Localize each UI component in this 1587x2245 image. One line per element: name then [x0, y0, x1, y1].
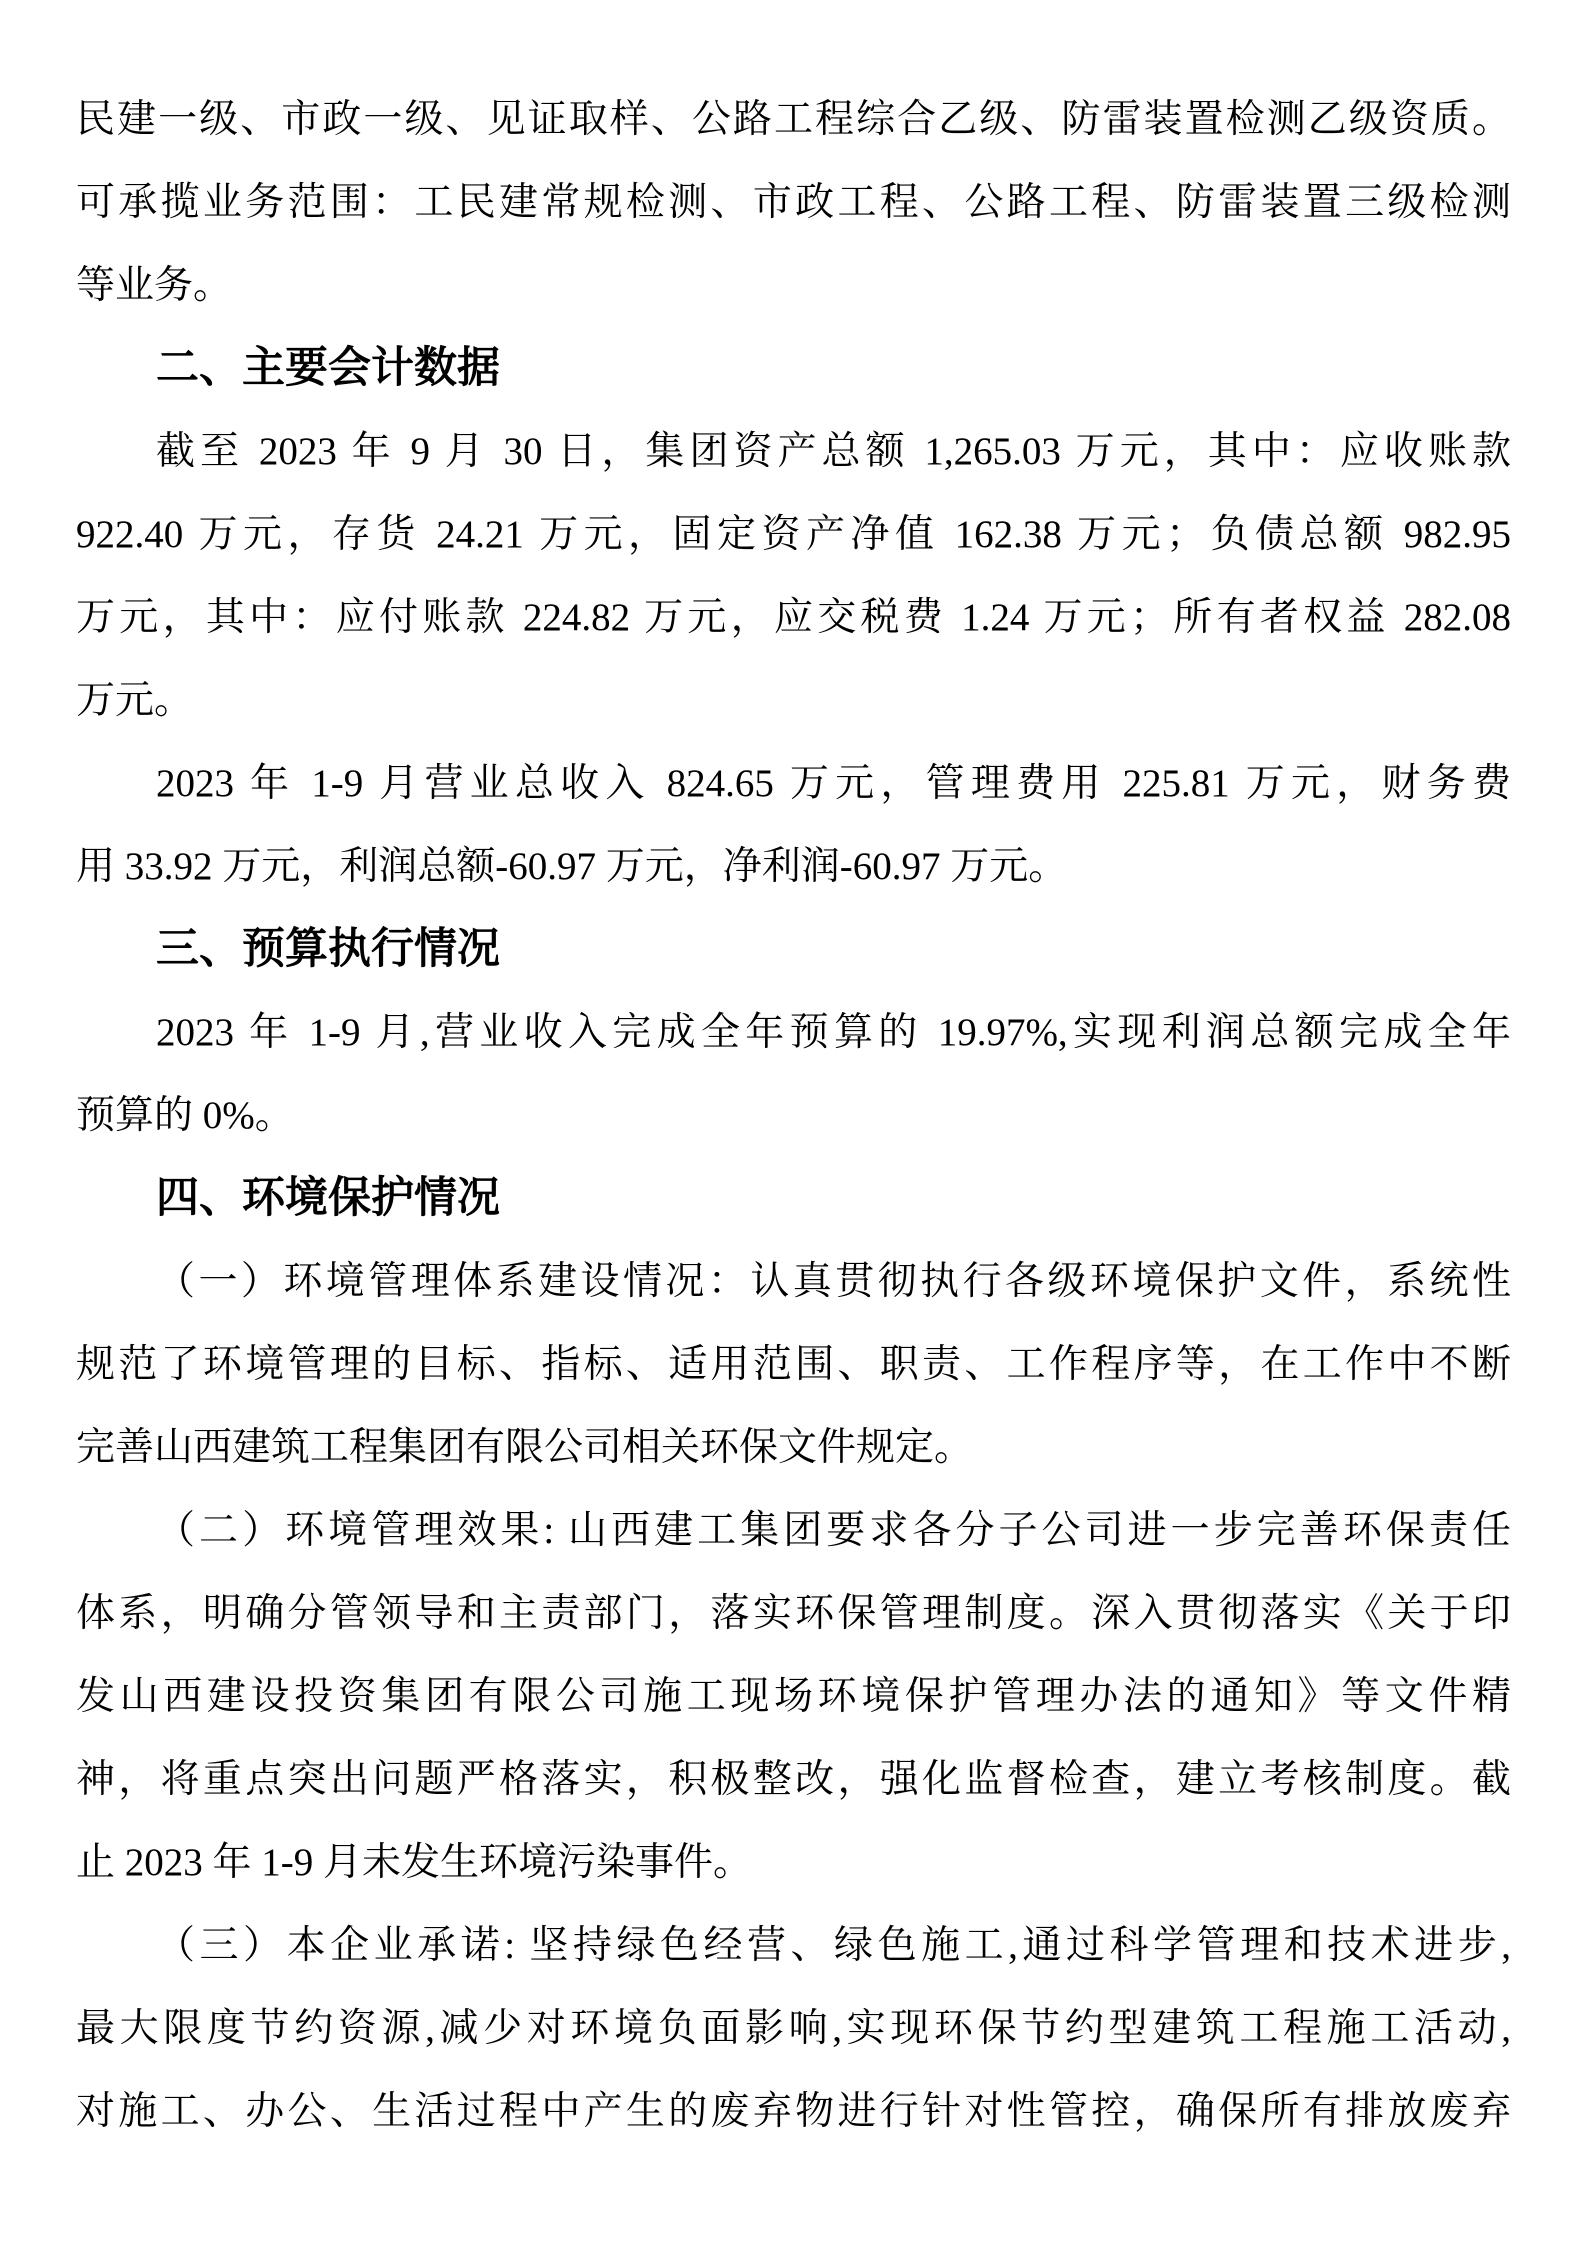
paragraph-line: 止 2023 年 1-9 月未发生环境污染事件。 — [76, 1841, 752, 1884]
section-heading: 三、预算执行情况 — [156, 925, 500, 973]
paragraph-line: 等业务。 — [76, 264, 233, 307]
paragraph-line: 2023 年 1-9 月营业总收入 824.65 万元，管理费用 225.81 万元，财务费 — [156, 762, 1511, 805]
paragraph-line: 2023 年 1-9 月,营业收入完成全年预算的 19.97%,实现利润总额完成全年 — [156, 1011, 1511, 1054]
paragraph-line: 完善山西建筑工程集团有限公司相关环保文件规定。 — [76, 1426, 974, 1469]
paragraph-line: （三）本企业承诺: 坚持绿色经营、绿色施工,通过科学管理和技术进步, — [156, 1924, 1511, 1967]
paragraph-line: 预算的 0%。 — [76, 1094, 294, 1137]
paragraph-line: 规范了环境管理的目标、指标、适用范围、职责、工作程序等，在工作中不断 — [76, 1343, 1511, 1386]
paragraph-line: （二）环境管理效果: 山西建工集团要求各分子公司进一步完善环保责任 — [156, 1509, 1511, 1552]
paragraph-line: 可承揽业务范围：工民建常规检测、市政工程、公路工程、防雷装置三级检测 — [76, 181, 1511, 224]
paragraph-line: 万元，其中：应付账款 224.82 万元，应交税费 1.24 万元；所有者权益 282.08 — [76, 596, 1511, 639]
paragraph-line: 民建一级、市政一级、见证取样、公路工程综合乙级、防雷装置检测乙级资质。 — [76, 98, 1511, 141]
section-heading: 四、环境保护情况 — [156, 1174, 500, 1222]
paragraph-line: 截至 2023 年 9 月 30 日，集团资产总额 1,265.03 万元，其中：应收账款 — [156, 430, 1511, 473]
paragraph-line: 发山西建设投资集团有限公司施工现场环境保护管理办法的通知》等文件精 — [76, 1675, 1511, 1718]
paragraph-line: 万元。 — [76, 679, 194, 722]
section-heading: 二、主要会计数据 — [156, 344, 500, 392]
paragraph-line: 体系，明确分管领导和主责部门，落实环保管理制度。深入贯彻落实《关于印 — [76, 1592, 1511, 1635]
document-body — [76, 78, 1511, 2153]
paragraph-line: 最大限度节约资源,减少对环境负面影响,实现环保节约型建筑工程施工活动, — [76, 2007, 1511, 2050]
paragraph-line: 922.40 万元，存货 24.21 万元，固定资产净值 162.38 万元；负债总额 982.95 — [76, 513, 1511, 556]
paragraph-line: 用 33.92 万元，利润总额-60.97 万元，净利润-60.97 万元。 — [76, 845, 1068, 888]
paragraph-line: 神，将重点突出问题严格落实，积极整改，强化监督检查，建立考核制度。截 — [76, 1758, 1511, 1801]
paragraph-line: 对施工、办公、生活过程中产生的废弃物进行针对性管控，确保所有排放废弃 — [76, 2090, 1511, 2133]
paragraph-line: （一）环境管理体系建设情况：认真贯彻执行各级环境保护文件，系统性 — [156, 1260, 1511, 1303]
